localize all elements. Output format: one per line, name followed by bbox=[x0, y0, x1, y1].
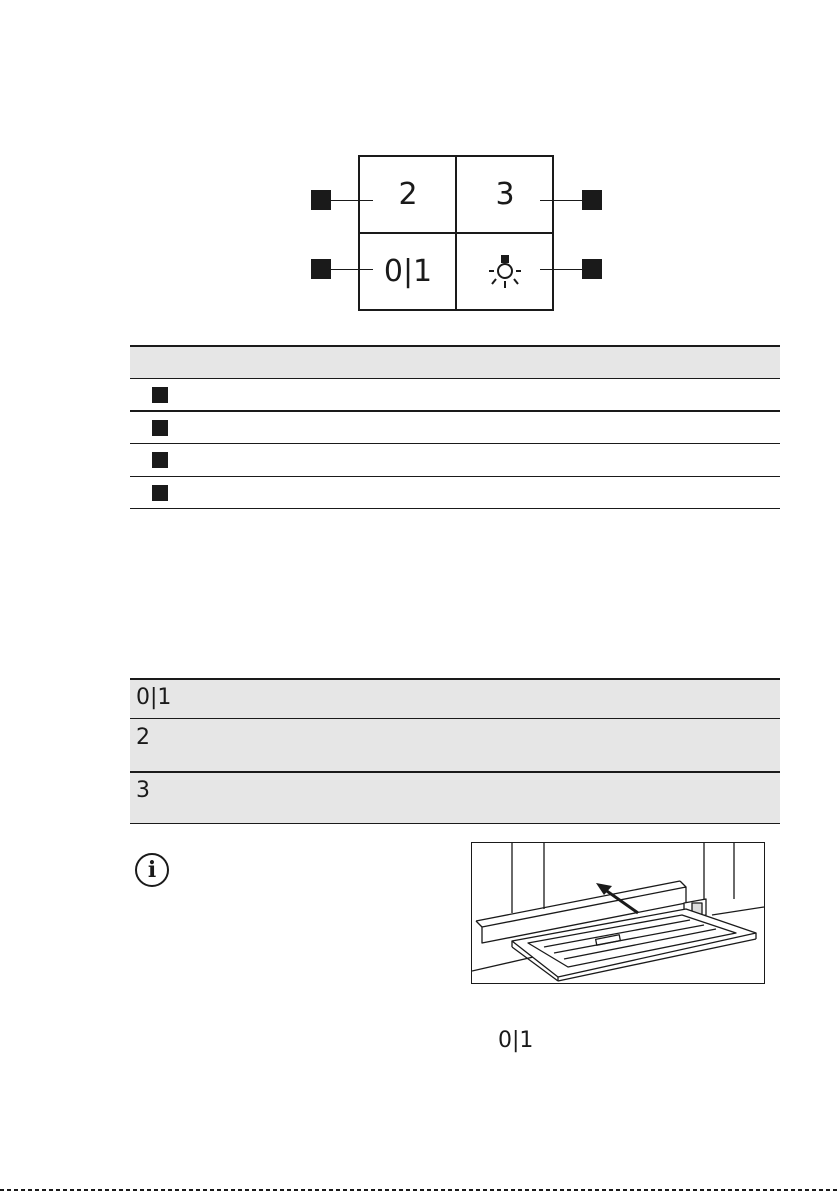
light-icon bbox=[488, 254, 522, 290]
speed-row-3 bbox=[130, 773, 780, 823]
on-off-symbol: 0|1 bbox=[136, 685, 172, 710]
info-icon: i bbox=[135, 853, 169, 887]
inline-on-off-symbol: 0|1 bbox=[498, 1028, 534, 1053]
speed-2-symbol: 2 bbox=[136, 725, 150, 750]
row-marker bbox=[152, 452, 168, 468]
row-marker bbox=[152, 420, 168, 436]
on-off-key[interactable]: 0|1 bbox=[383, 254, 433, 289]
callout-marker-2 bbox=[311, 259, 331, 279]
callout-marker-4 bbox=[582, 259, 602, 279]
speed-row-2 bbox=[130, 719, 780, 771]
table-header-row bbox=[130, 347, 780, 378]
extractor-hood-drawing bbox=[472, 843, 764, 983]
speed-table-bottom-rule bbox=[130, 823, 780, 824]
row-marker bbox=[152, 387, 168, 403]
table-row bbox=[130, 444, 780, 475]
speed-3-symbol: 3 bbox=[136, 778, 150, 803]
row-marker bbox=[152, 485, 168, 501]
table-bottom-rule bbox=[130, 508, 780, 509]
page-edge bbox=[0, 1189, 840, 1191]
table-row bbox=[130, 477, 780, 508]
table-row bbox=[130, 379, 780, 410]
panel-divider-horizontal bbox=[358, 232, 554, 234]
light-key[interactable] bbox=[488, 254, 522, 290]
callout-leader-1 bbox=[331, 200, 373, 201]
fan-speed-3-key[interactable]: 3 bbox=[495, 177, 515, 212]
hood-illustration bbox=[471, 842, 765, 984]
callout-leader-4 bbox=[540, 269, 582, 270]
callout-marker-1 bbox=[311, 190, 331, 210]
callout-leader-2 bbox=[331, 269, 373, 270]
fan-speed-2-key[interactable]: 2 bbox=[398, 177, 418, 212]
callout-leader-3 bbox=[540, 200, 582, 201]
speed-row-on-off bbox=[130, 680, 780, 718]
callout-marker-3 bbox=[582, 190, 602, 210]
table-row bbox=[130, 412, 780, 443]
